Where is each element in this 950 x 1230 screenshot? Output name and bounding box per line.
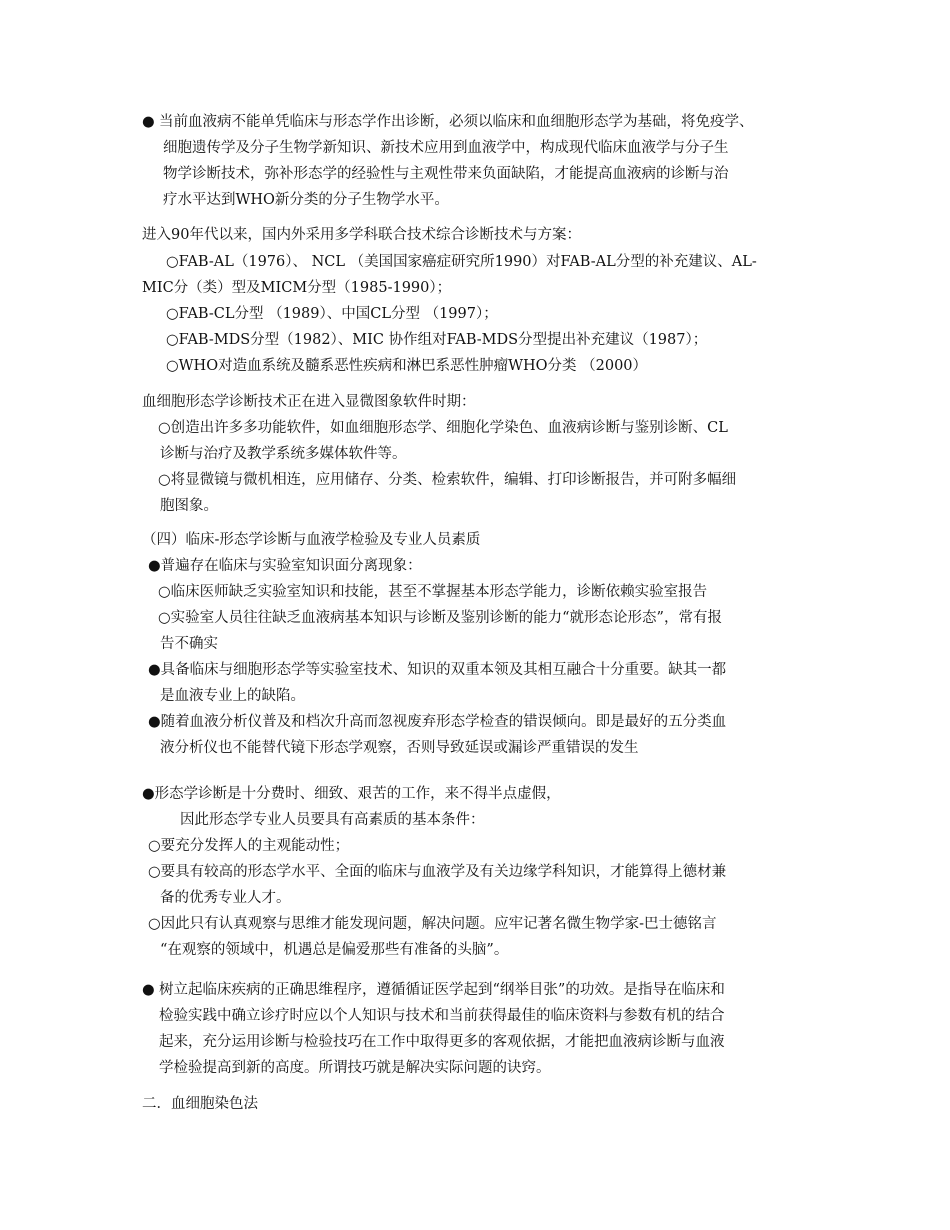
list-item: ○创造出许多多功能软件，如血细胞形态学、细胞化学染色、血液病诊断与鉴别诊断、CL	[158, 420, 728, 436]
text-line: 学检验提高到新的高度。所谓技巧就是解决实际问题的诀窍。	[159, 1060, 551, 1076]
list-item: ○将显微镜与微机相连，应用储存、分类、检索软件，编辑、打印诊断报告，并可附多幅细	[158, 472, 737, 488]
bullet-item: ●普遍存在临床与实验室知识面分离现象：	[148, 558, 422, 574]
text-line: 疗水平达到WHO新分类的分子生物学水平。	[163, 192, 449, 208]
text-line: 检验实践中确立诊疗时应以个人知识与技术和当前获得最佳的临床资料与参数有机的结合	[159, 1008, 725, 1024]
section-two-heading	[142, 1091, 258, 1117]
section-title: 二．血细胞染色法	[142, 1096, 258, 1112]
list-item-continuation: 告不确实	[160, 636, 218, 652]
paragraph-90s	[142, 222, 581, 248]
bullet-item: ●具备临床与细胞形态学等实验室技术、知识的双重本领及其相互融合十分重要。缺其一都	[148, 662, 727, 678]
text-line: 物学诊断技术，弥补形态学的经验性与主观性带来负面缺陷，才能提高血液病的诊断与治	[163, 166, 729, 182]
fab-list	[142, 249, 757, 379]
list-item: ○要充分发挥人的主观能动性；	[148, 838, 350, 854]
list-item: ○实验室人员往往缺乏血液病基本知识与诊断及鉴别诊断的能力“就形态论形态”，常有报	[158, 610, 722, 626]
morphology-section	[142, 781, 726, 963]
list-item-continuation: 诊断与治疗及教学系统多媒体软件等。	[160, 446, 407, 462]
list-item: ○要具有较高的形态学水平、全面的临床与血液学及有关边缘学科知识，才能算得上德材兼	[148, 864, 727, 880]
section-four	[142, 527, 726, 761]
list-item: ○因此只有认真观察与思维才能发现问题，解决问题。应牢记著名微生物学家-巴士德铭言	[148, 916, 717, 932]
text-line: 起来，充分运用诊断与检验技巧在工作中取得更多的客观依据，才能把血液病诊断与血液	[159, 1034, 725, 1050]
bullet-item-continuation: 是血液专业上的缺陷。	[160, 688, 305, 704]
bullet-item: ●形态学诊断是十分费时、细致、艰苦的工作，来不得半点虚假，	[142, 786, 561, 802]
section-heading: 血细胞形态学诊断技术正在进入显微图象软件时期：	[142, 394, 476, 410]
bullet-marker: ●	[142, 982, 155, 998]
software-section	[142, 389, 736, 519]
list-item-continuation: MIC分（类）型及MICM分型（1985-1990）；	[142, 280, 452, 296]
bullet-paragraph-diagnosis	[142, 109, 754, 213]
list-item-continuation: “在观察的领域中，机遇总是偏爱那些有准备的头脑”。	[160, 942, 509, 958]
sub-heading: 因此形态学专业人员要具有高素质的基本条件：	[180, 812, 485, 828]
text-line: 进入90年代以来，国内外采用多学科联合技术综合诊断技术与方案：	[142, 227, 581, 243]
list-item: ○FAB-AL（1976）、 NCL （美国国家癌症研究所1990）对FAB-AL分型的补充建议、AL-	[166, 254, 757, 270]
list-item-continuation: 胞图象。	[160, 498, 218, 514]
bullet-item: ●随着血液分析仪普及和档次升高而忽视废弃形态学检查的错误倾向。即是最好的五分类血	[148, 714, 727, 730]
bullet-item-continuation: 液分析仪也不能替代镜下形态学观察，否则导致延误或漏诊严重错误的发生	[160, 740, 639, 756]
list-item: ○FAB-MDS分型（1982）、MIC 协作组对FAB-MDS分型提出补充建议（1987）；	[166, 332, 708, 348]
text-line: 细胞遗传学及分子生物学新知识、新技术应用到血液学中，构成现代临床血液学与分子生	[163, 140, 729, 156]
bullet-paragraph-thinking	[142, 977, 725, 1081]
section-title: （四）临床-形态学诊断与血液学检验及专业人员素质	[142, 532, 481, 548]
list-item: ○FAB-CL分型 （1989）、中国CL分型 （1997）；	[166, 306, 498, 322]
text-line: 当前血液病不能单凭临床与形态学作出诊断，必须以临床和血细胞形态学为基础，将免疫学、	[159, 114, 754, 130]
text-line: 树立起临床疾病的正确思维程序，遵循循证医学起到“纲举目张”的功效。是指导在临床和	[159, 982, 725, 998]
list-item: ○临床医师缺乏实验室知识和技能，甚至不掌握基本形态学能力，诊断依赖实验室报告	[158, 584, 708, 600]
list-item: ○WHO对造血系统及髓系恶性疾病和淋巴系恶性肿瘤WHO分类 （2000）	[166, 358, 648, 374]
list-item-continuation: 备的优秀专业人才。	[160, 890, 291, 906]
bullet-marker: ●	[142, 114, 155, 130]
